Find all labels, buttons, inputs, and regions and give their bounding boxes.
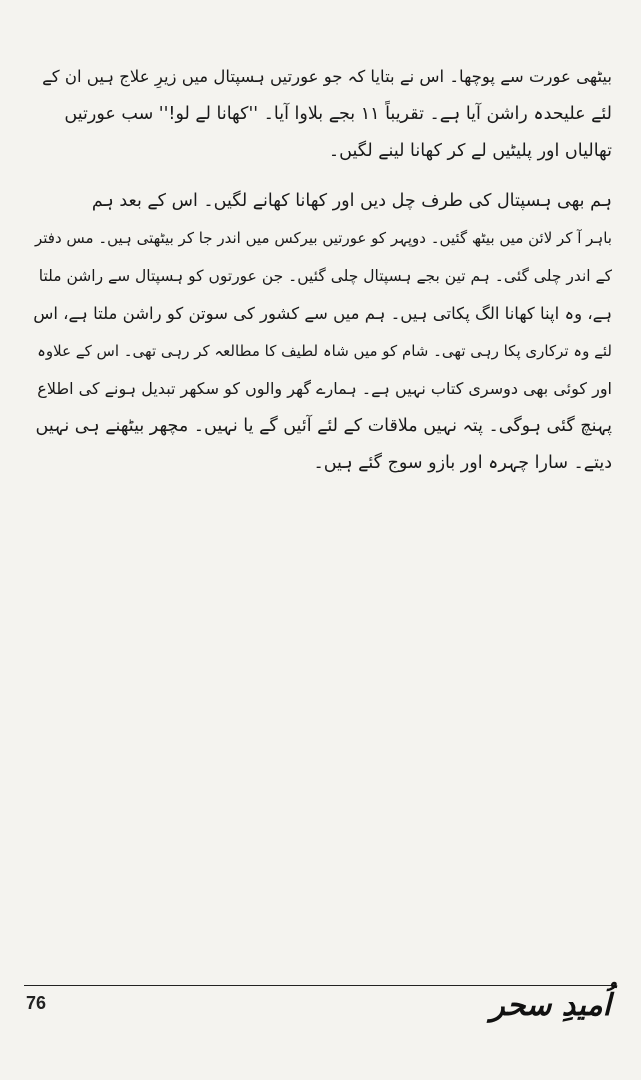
text-line: باہر آ کر لائن میں بیٹھ گئیں۔ دوپہر کو عورتیں بیرکس میں اندر جا کر بیٹھتی ہیں۔ مس دفتر: [34, 229, 612, 247]
text-line: بیٹھی عورت سے پوچھا۔ اس نے بتایا کہ جو عورتیں ہسپتال میں زیرِ علاج ہیں ان کے: [42, 67, 612, 86]
text-line: ہے، وہ اپنا کھانا الگ پکاتی ہیں۔ ہم میں سے کشور کی سوتن کو راشن ملتا ہے، اس: [33, 304, 612, 323]
book-title-logo: اُمیدِ سحر: [490, 988, 611, 1023]
body-text: [28, 58, 612, 483]
text-line: اور کوئی بھی دوسری کتاب نہیں ہے۔ ہمارے گھر والوں کو سکھر تبدیل ہونے کی اطلاع: [37, 379, 612, 398]
text-line: دیتے۔ سارا چہرہ اور بازو سوج گئے ہیں۔: [313, 453, 612, 473]
footer-divider: [24, 985, 616, 986]
text-line: ہم بھی ہسپتال کی طرف چل دیں اور کھانا کھانے لگیں۔ اس کے بعد ہم: [91, 190, 612, 211]
text-line: پہنچ گئی ہوگی۔ پتہ نہیں ملاقات کے لئے آئیں گے یا نہیں۔ مچھر بیٹھنے ہی نہیں: [35, 415, 612, 436]
text-line: لئے علیحدہ راشن آیا ہے۔ تقریباً ۱۱ بجے بلاوا آیا۔ ''کھانا لے لو!'' سب عورتیں: [64, 103, 612, 124]
text-line: کے اندر چلی گئی۔ ہم تین بجے ہسپتال چلی گئیں۔ جن عورتوں کو ہسپتال سے راشن ملتا: [38, 266, 612, 285]
text-line: لئے وہ ترکاری پکا رہی تھی۔ شام کو میں شاہ لطیف کا مطالعہ کر رہی تھی۔ اس کے علاوہ: [37, 341, 612, 360]
page-number: 76: [26, 993, 47, 1013]
text-line: تھالیاں اور پلیٹیں لے کر کھانا لینے لگیں۔: [328, 141, 612, 161]
